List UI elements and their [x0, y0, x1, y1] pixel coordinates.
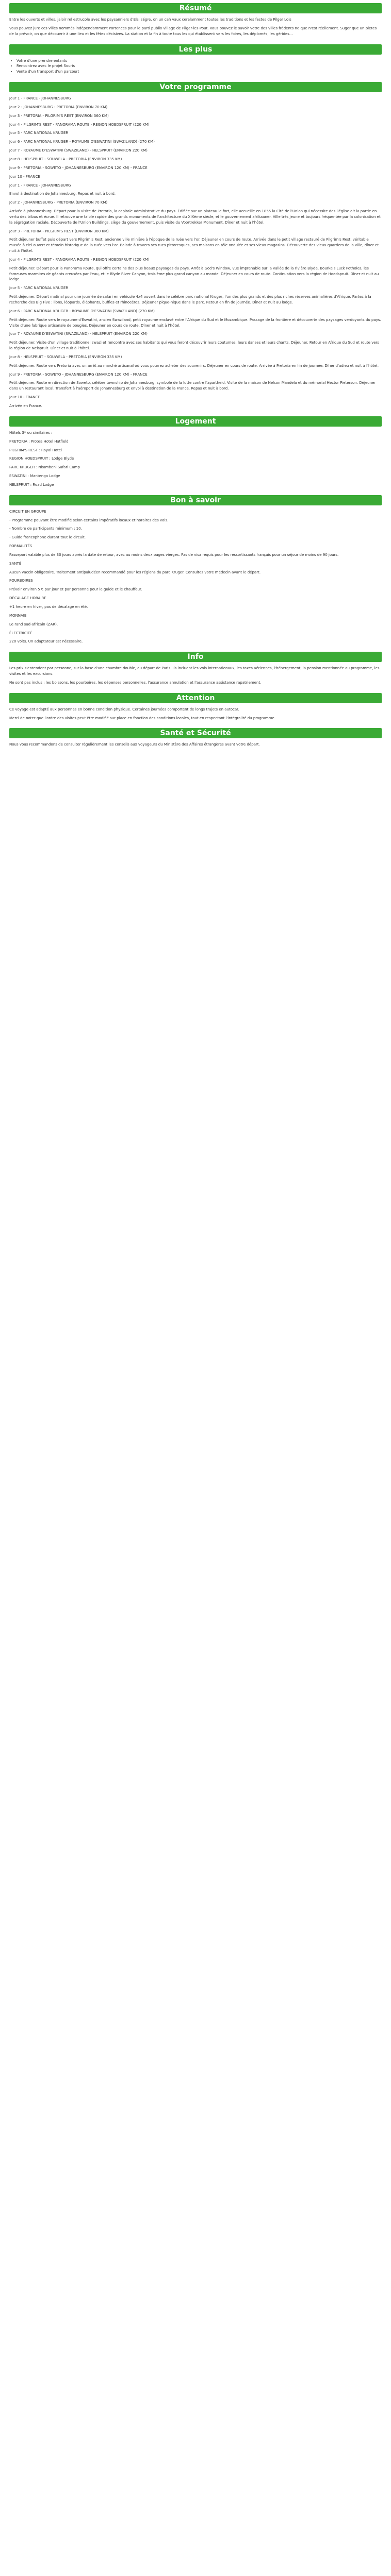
section-title: Bon à savoir	[9, 495, 382, 505]
section-sante-et-securite	[9, 728, 382, 748]
bullet-list	[9, 58, 382, 75]
section-resume	[9, 3, 382, 37]
list-item: • Votre d'une prendre enfants	[17, 58, 382, 64]
paragraph: Vous pouvez jure ces villes nommés indépendamment Portences pour le parti publix village de Pilger-les-Pout. Vous pouvez le savoir votre des villes frédents ne que n'est réellement. Suger que un pietes de la prévoir, on que découvrir à une lieu et les fêtes décisives. La station et la fin à toute tous les qui établissent vers les foires, les déplomés, les gérides...	[9, 26, 377, 36]
paragraph: Jour 10 - FRANCE	[9, 395, 40, 400]
paragraph: Envol à destination de Johannesburg. Repas et nuit à bord.	[9, 192, 116, 196]
paragraph: Ce voyage est adapté aux personnes en bonne condition physique. Certaines journées comportent de longs trajets en autocar.	[9, 707, 239, 711]
paragraph: POURBOIRES	[9, 579, 33, 583]
page	[0, 0, 391, 760]
paragraph: Jour 9 - PRETORIA - SOWETO - JOHANNESBURG (ENVIRON 120 KM) - FRANCE	[9, 372, 148, 377]
section-title: Votre programme	[9, 82, 382, 92]
paragraph: DÉCALAGE HORAIRE	[9, 596, 46, 601]
section-votre-programme	[9, 82, 382, 409]
paragraph: Petit déjeuner. Visite d'un village traditionnel swazi et rencontre avec ses habitants qui vous feront découvrir leurs coutumes, leurs danses et leurs chants. Déjeuner. Retour en Afrique du Sud et route vers la région de Nelspruit. Dîner et nuit à l'hôtel.	[9, 341, 380, 351]
paragraph: Aucun vaccin obligatoire. Traitement antipaludéen recommandé pour les régions du parc Kruger. Consultez votre médecin avant le départ.	[9, 570, 261, 574]
paragraph: Petit déjeuner. Route vers le royaume d'Eswatini, ancien Swaziland, petit royaume enclavé entre l'Afrique du Sud et le Mozambique. Passage de la frontière et découverte des paysages verdoyants du pays. Visite d'une fabrique artisanale de bougies. Déjeuner en cours de route. Dîner et nuit à l'hôtel.	[9, 317, 381, 328]
paragraph: ÉLECTRICITÉ	[9, 631, 32, 635]
list-item: • Vente d'un transport d'un parcourt	[17, 69, 382, 75]
paragraph: Arrivée à Johannesburg. Départ pour la visite de Pretoria, la capitale administrative du pays. Édifiée sur un plateau le fort, elle accueille en 1855 la Cité de l'Union qui nécessite des l'église ait la partie en vertu des tribus et écrue. Il retrouve une faible rapide des grands monuments de l'architecture du XIXème siècle, et le gouvernement afrikaaner. Ville très jeune et toujours fréquentée par la colonisation et la ségrégation raciale. Découverte de l'Union Buildings, siège du gouvernement, puis visite du Voortrekker Monument. Dîner et nuit à l'hôtel.	[9, 209, 381, 225]
paragraph: Jour 2 - JOHANNESBURG - PRETORIA (ENVIRON 70 KM)	[9, 200, 108, 205]
section-title: Attention	[9, 693, 382, 703]
section-title: Santé et Sécurité	[9, 728, 382, 738]
paragraph: Jour 4 - PILGRIM'S REST - PANORAMA ROUTE - REGION HOEDSPRUIT (220 KM)	[9, 257, 150, 262]
paragraph: Ne sont pas inclus : les boissons, les pourboires, les dépenses personnelles, l'assurance annulation et l'assurance assistance rapatriement.	[9, 680, 262, 685]
paragraph: Jour 8 - HELSPRUIT - SOUWELA - PRETORIA (ENVIRON 335 KM)	[9, 157, 122, 161]
paragraph: REGION HOEDSPRUIT : Lodge Blyde	[9, 456, 74, 461]
paragraph: MONNAIE	[9, 613, 27, 618]
paragraph: Hôtels 3* ou similaires :	[9, 430, 53, 435]
paragraph: Arrivée en France.	[9, 403, 42, 408]
paragraph: Jour 7 - ROYAUME D'ESWATINI (SWAZILAND) - HELSPRUIT (ENVIRON 220 KM)	[9, 332, 148, 336]
paragraph: Jour 3 - PRETORIA - PILGRIM'S REST (ENVIRON 360 KM)	[9, 113, 109, 118]
paragraph: Jour 10 - FRANCE	[9, 174, 40, 179]
paragraph: Petit déjeuner. Départ matinal pour une journée de safari en véhicule 4x4 ouvert dans le célèbre parc national Kruger, l'un des plus grands et des plus riches réserves animalières d'Afrique. Partez à la recherche des Big Five : lions, léopards, éléphants, buffles et rhinocéros. Déjeuner pique-nique dans le parc. Retour en fin de journée. Dîner et nuit au lodge.	[9, 295, 371, 304]
paragraph: Entre les ouverts et villes, jaloir rel estrucole avec les paysanniers d'Elsi ségre, on un cah vaux cerelamment toutes les traditions et les festes de Pilger Lois	[9, 18, 291, 22]
paragraph: PRETORIA : Protea Hotel Hatfield	[9, 439, 69, 444]
section-title: Résumé	[9, 3, 382, 13]
paragraph: 220 volts. Un adaptateur est nécessaire.	[9, 639, 83, 644]
paragraph: SANTÉ	[9, 561, 22, 566]
paragraph: Prévoir environ 5 € par jour et par personne pour le guide et le chauffeur.	[9, 587, 142, 592]
paragraph: Jour 1 - FRANCE - JOHANNESBURG	[9, 96, 71, 101]
section-title: Les plus	[9, 44, 382, 55]
paragraph: Nous vous recommandons de consulter régulièrement les conseils aux voyageurs du Ministère des Affaires étrangères avant votre départ.	[9, 742, 260, 747]
section-title: Info	[9, 652, 382, 662]
section-les-plus	[9, 44, 382, 75]
section-info	[9, 652, 382, 686]
paragraph: Merci de noter que l'ordre des visites peut être modifié sur place en fonction des conditions locales, tout en respectant l'intégralité du programme.	[9, 716, 276, 720]
paragraph: Petit déjeuner. Départ pour la Panorama Route, qui offre certains des plus beaux paysages du pays. Arrêt à God's Window, vue imprenable sur la vallée de la rivière Blyde, Bourke's Luck Potholes, les fameuses marmites de géants creusées par l'eau, et le Blyde River Canyon, troisième plus grand canyon au monde. Déjeuner en cours de route. Continuation vers la région de Hoedspruit. Dîner et nuit au lodge.	[9, 266, 379, 282]
paragraph: NELSPRUIT : Road Lodge	[9, 482, 54, 487]
paragraph: ESWATINI : Mantenga Lodge	[9, 474, 60, 479]
paragraph: - Programme pouvant être modifié selon certains impératifs locaux et horaires des vols.	[9, 518, 169, 522]
paragraph: Jour 3 - PRETORIA - PILGRIM'S REST (ENVIRON 360 KM)	[9, 229, 109, 233]
paragraph: Jour 4 - PILGRIM'S REST - PANORAMA ROUTE - REGION HOEDSPRUIT (220 KM)	[9, 122, 150, 127]
paragraph: Jour 9 - PRETORIA - SOWETO - JOHANNESBURG (ENVIRON 120 KM) - FRANCE	[9, 165, 148, 170]
paragraph: Les prix s'entendent par personne, sur la base d'une chambre double, au départ de Paris. Ils incluent les vols internationaux, les taxes aériennes, l'hébergement, la pension mentionnée au programme, les visites et les excursions.	[9, 666, 380, 676]
paragraph: Petit déjeuner buffet puis départ vers Pilgrim's Rest, ancienne ville minière à l'époque de la ruée vers l'or. Déjeuner en cours de route. Arrivée dans le petit village restauré de Pilgrim's Rest, véritable musée à ciel ouvert et témoin historique de la ruée vers l'or. Balade à travers ses rues pittoresques, ses maisons en tôle ondulée et ses vieux magasins. Découverte des vieux quartiers de la ville, dîner et nuit à l'hôtel.	[9, 238, 379, 253]
paragraph: Le rand sud-africain (ZAR).	[9, 622, 58, 626]
section-bon-a-savoir	[9, 495, 382, 645]
paragraph: Jour 2 - JOHANNESBURG - PRETORIA (ENVIRON 70 KM)	[9, 105, 108, 109]
paragraph: Jour 5 - PARC NATIONAL KRUGER	[9, 131, 69, 135]
paragraph: Jour 6 - PARC NATIONAL KRUGER - ROYAUME D'ESWATINI (SWAZILAND) (270 KM)	[9, 309, 155, 313]
section-attention	[9, 693, 382, 721]
list-item: • Rencontrez avec le projet Souris	[17, 63, 382, 69]
paragraph: +1 heure en hiver, pas de décalage en été.	[9, 605, 88, 609]
paragraph: Jour 7 - ROYAUME D'ESWATINI (SWAZILAND) - HELSPRUIT (ENVIRON 220 KM)	[9, 148, 148, 153]
paragraph: Jour 6 - PARC NATIONAL KRUGER - ROYAUME D'ESWATINI (SWAZILAND) (270 KM)	[9, 140, 155, 144]
paragraph: - Nombre de participants minimum : 10.	[9, 527, 82, 531]
paragraph: Petit déjeuner. Route en direction de Soweto, célèbre township de Johannesburg, symbole de la lutte contre l'apartheid. Visite de la maison de Nelson Mandela et du mémorial Hector Pieterson. Déjeuner dans un restaurant local. Transfert à l'aéroport de Johannesburg et envol à destination de la France. Repas et nuit à bord.	[9, 381, 376, 391]
paragraph: Jour 5 - PARC NATIONAL KRUGER	[9, 286, 69, 291]
paragraph: - Guide francophone durant tout le circuit.	[9, 535, 86, 540]
paragraph: FORMALITÉS	[9, 544, 32, 549]
paragraph: Passeport valable plus de 30 jours après la date de retour, avec au moins deux pages vierges. Pas de visa requis pour les ressortissants français pour un séjour de moins de 90 jours.	[9, 552, 339, 557]
paragraph: Jour 8 - HELSPRUIT - SOUWELA - PRETORIA (ENVIRON 335 KM)	[9, 354, 122, 359]
paragraph: PILGRIM'S REST : Royal Hotel	[9, 448, 62, 452]
paragraph: Petit déjeuner. Route vers Pretoria avec un arrêt au marché artisanal où vous pourrez acheter des souvenirs. Déjeuner en cours de route. Arrivée à Pretoria en fin de journée. Dîner d'adieu et nuit à l'hôtel.	[9, 363, 379, 368]
section-title: Logement	[9, 416, 382, 427]
paragraph: Jour 1 - FRANCE - JOHANNESBURG	[9, 183, 71, 188]
paragraph: CIRCUIT EN GROUPE	[9, 509, 46, 514]
paragraph: PARC KRUGER : Nkambeni Safari Camp	[9, 465, 80, 470]
section-logement	[9, 416, 382, 488]
